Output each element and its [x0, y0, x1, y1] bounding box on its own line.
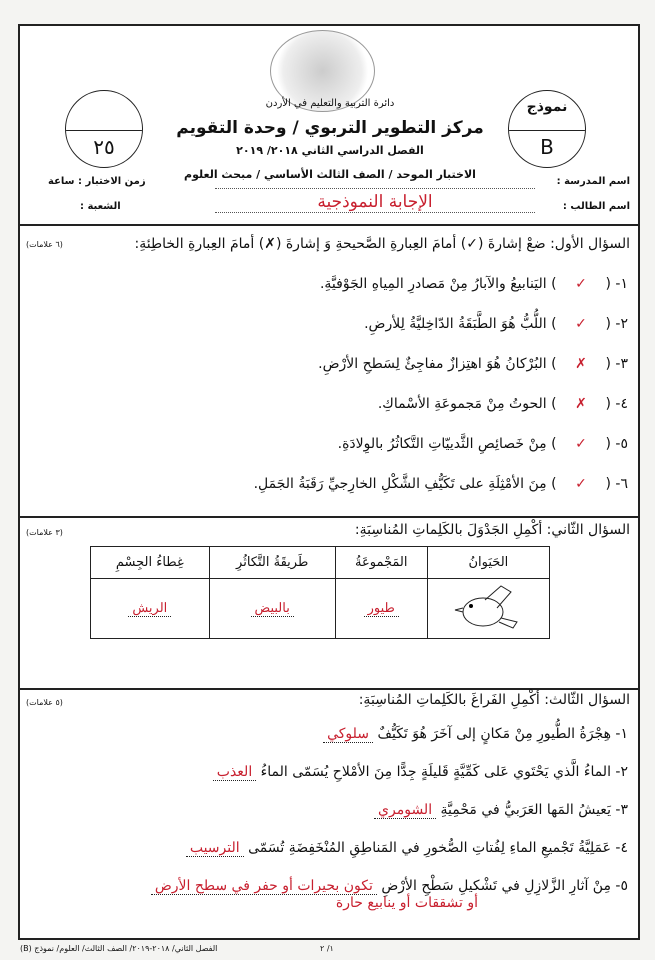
item-text: ١- هِجْرَةُ الطُّيورِ مِنْ مَكانٍ إلى آخَرَ هُوَ تَكَيُّفٌ	[377, 726, 628, 742]
q1-item: ٣- ( ✗ ) البُرْكانُ هُوَ اهتِزازٌ مفاجِئٌ لِسَطحِ الأرْضِ.	[318, 356, 628, 372]
student-field[interactable]: الإجابة النموذجية	[215, 192, 535, 213]
score-circle	[65, 90, 143, 168]
item-number: ٣-	[615, 356, 628, 372]
item-text: الحوتُ مِنْ مَجموعَةِ الأسْماكِ.	[377, 396, 547, 412]
answer-field[interactable]: سلوكي	[323, 726, 373, 743]
total-score: ٢٥	[93, 135, 115, 159]
answer-field[interactable]: الترسيب	[186, 840, 244, 857]
student-label: اسم الطالب :	[562, 201, 630, 212]
model-label: نموذج	[526, 99, 568, 115]
item-text: اليَنابيعُ والآبارُ مِنْ مَصادرِ المِياهِ الجَوْفيَّةِ.	[319, 276, 547, 292]
item-number: ٦-	[615, 476, 628, 492]
bird-image	[427, 579, 549, 639]
semester: الفصل الدراسي الثاني ٢٠١٨/ ٢٠١٩	[236, 144, 424, 157]
q2-title: السؤال الثّاني: أكْمِلِ الجَدْوَلَ بالكَلِماتِ المُناسِبَةِ:	[354, 522, 630, 538]
item-number: ٤-	[615, 396, 628, 412]
answer-mark[interactable]: ✗	[575, 396, 587, 412]
q2-section	[20, 518, 638, 688]
school-label: اسم المدرسة :	[556, 176, 630, 187]
item-text: اللُّبُّ هُوَ الطَّبَقَةُ الدّاخِليَّةُ لِلأرضِ.	[364, 316, 547, 332]
item-text: البُرْكانُ هُوَ اهتِزازٌ مفاجِئٌ لِسَطحِ الأرْضِ.	[318, 356, 547, 372]
q2-table	[90, 546, 550, 639]
q1-title: السؤال الأول: ضعْ إشارةَ (✓) أمامَ العِبارةِ الصَّحيحةِ وَ إشارةَ (✗) أمامَ العِبارةِ الخاطِئةِ:	[134, 236, 630, 252]
q3-item	[374, 802, 628, 819]
q1-marks: (٦ علامات)	[26, 240, 63, 249]
item-text: ٤- عَمَلِيَّةُ تَجْميعِ الماءِ لِفُتاتِ الصُّخورِ في المَناطِقِ المُنْخَفِضَةِ تُسَمّى	[248, 840, 628, 856]
item-text: مِنَ الأمْثِلَةِ على تَكَيُّفِ الشَّكْلِ الخارِجيِّ رَقَبَةُ الجَمَلِ.	[253, 476, 547, 492]
q3-marks: (٥ علامات)	[26, 698, 63, 707]
q1-item: ٦- ( ✓ ) مِنَ الأمْثِلَةِ على تَكَيُّفِ الشَّكْلِ الخارِجيِّ رَقَبَةُ الجَمَلِ.	[253, 476, 628, 492]
q1-item: ٤- ( ✗ ) الحوتُ مِنْ مَجموعَةِ الأسْماكِ.	[377, 396, 628, 412]
item-text: مِنْ خَصائِصِ الثَّدييّاتِ التَّكاثُرُ بالوِلادَةِ.	[337, 436, 547, 452]
q1-item: ٥- ( ✓ ) مِنْ خَصائِصِ الثَّدييّاتِ التَّكاثُرُ بالوِلادَةِ.	[337, 436, 628, 452]
model-value: B	[540, 135, 554, 159]
answer-field[interactable]: العذب	[213, 764, 256, 781]
q3-item	[213, 764, 628, 781]
exam-title: الاختبار الموحد / الصف الثالث الأساسي / مبحث العلوم	[184, 168, 476, 181]
answer-body-cover[interactable]: الريش	[128, 601, 171, 617]
answer-mark[interactable]: ✗	[575, 356, 587, 372]
item-number: ٥-	[615, 436, 628, 452]
ministry-name: دائرة التربية والتعليم في الأردن	[265, 98, 395, 109]
answer-reproduction[interactable]: بالبيض	[251, 601, 294, 617]
q3-item	[323, 726, 628, 743]
q3-item	[186, 840, 628, 857]
school-field[interactable]	[215, 188, 535, 189]
answer-field[interactable]: تكون بحيرات أو حفر في سطح الأرض	[151, 878, 377, 895]
answer-mark[interactable]: ✓	[575, 476, 587, 492]
header-group: المَجْموعَةُ	[335, 547, 427, 579]
answer-group[interactable]: طيور	[364, 601, 399, 617]
item-number: ١-	[615, 276, 628, 292]
model-circle	[508, 90, 586, 168]
q1-item: ١- ( ✓ ) اليَنابيعُ والآبارُ مِنْ مَصادرِ المِياهِ الجَوْفيَّةِ.	[319, 276, 628, 292]
item-text: ٢- الماءُ الَّذي يَحْتَوي عَلى كَمِّيَّةٍ قَليلَةٍ جِدًّا مِنَ الأمْلاحِ يُسَمّى الماءُ	[260, 764, 628, 780]
item-text: ٥- مِنْ آثارِ الزَّلازِلِ في تَشْكيلِ سَطْحِ الأرْضِ	[381, 878, 628, 894]
answer-mark[interactable]: ✓	[575, 436, 587, 452]
header-reproduction: طَريقَةُ التَّكاثُرِ	[209, 547, 335, 579]
answer-mark[interactable]: ✓	[575, 316, 587, 332]
q2-marks: (٣ علامات)	[26, 528, 63, 537]
page-number: ١/ ٢	[320, 944, 334, 953]
q3-item	[151, 878, 628, 911]
item-text: ٣- يَعيشُ المَها العَرَبيُّ في مَحْمِيَّةِ	[440, 802, 628, 818]
center-name: مركز التطوير التربوي / وحدة التقويم	[176, 118, 484, 138]
q1-item: ٢- ( ✓ ) اللُّبُّ هُوَ الطَّبَقَةُ الدّاخِليَّةُ لِلأرضِ.	[364, 316, 628, 332]
q3-title: السؤال الثّالث: أكْمِلِ الفَراغَ بالكَلِماتِ المُناسِبَةِ:	[358, 692, 630, 708]
exam-time: زمن الاختبار : ساعة	[48, 176, 146, 187]
section-label: الشعبة :	[80, 201, 121, 212]
answer-continuation: أو تشققات أو ينابيع حارة	[335, 895, 478, 911]
answer-field[interactable]: الشومري	[374, 802, 436, 819]
footer-info: الفصل الثاني/ ٢٠١٨-٢٠١٩/ الصف الثالث/ العلوم/ نموذج (B)	[20, 944, 218, 953]
header-animal: الحَيَوانُ	[427, 547, 549, 579]
exam-page	[18, 24, 640, 940]
item-number: ٢-	[615, 316, 628, 332]
answer-mark[interactable]: ✓	[575, 276, 587, 292]
header-body-cover: غِطاءُ الجِسْمِ	[91, 547, 210, 579]
